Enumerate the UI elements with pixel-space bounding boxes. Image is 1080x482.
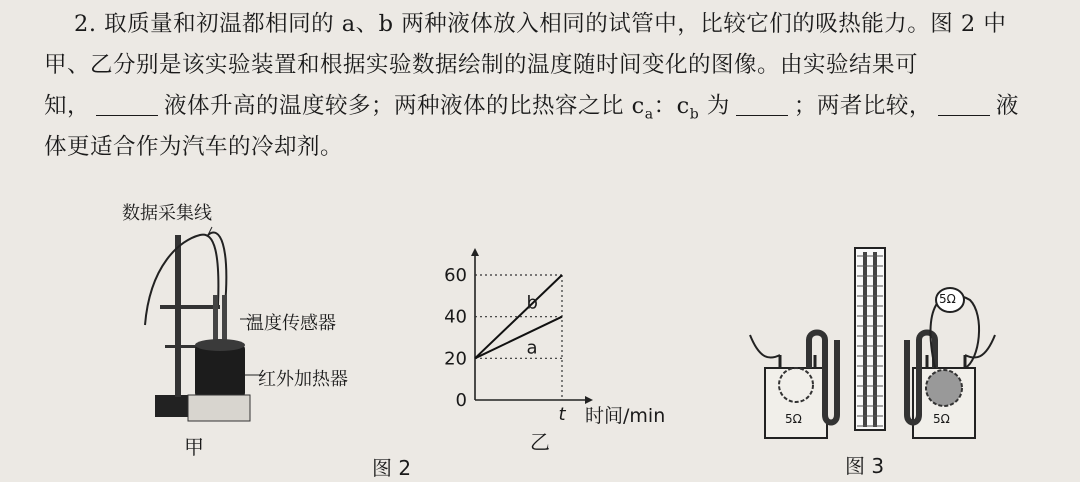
subscript-b: b <box>689 106 700 123</box>
question-line-1-text: 2. 取质量和初温都相同的 a、b 两种液体放入相同的试管中，比较它们的吸热能力。图 2 中 <box>74 11 1007 37</box>
question-line-4 <box>44 127 1064 168</box>
series-line-a <box>475 317 562 359</box>
figure-jia <box>120 195 400 465</box>
question-text <box>44 4 1064 168</box>
x-tick-label-t: t <box>558 404 566 425</box>
scale-board <box>855 248 885 430</box>
stand-rod <box>175 235 181 397</box>
question-line-3-end: 液 <box>995 93 1019 119</box>
label-infrared-heater: 红外加热器 <box>258 369 348 390</box>
heater-base <box>188 395 250 421</box>
question-line-3-start: 知， <box>44 93 91 119</box>
y-tick-label: 0 <box>455 390 467 411</box>
label-temperature-sensor: 温度传感器 <box>246 313 336 334</box>
clamp-arm <box>160 305 220 309</box>
answer-blank-1[interactable] <box>96 91 158 116</box>
y-axis-arrow <box>471 248 479 256</box>
data-wire-1 <box>145 235 218 325</box>
answer-blank-3[interactable] <box>938 91 990 116</box>
question-line-3-wei: 为 <box>699 93 730 119</box>
temperature-chart <box>425 230 705 430</box>
answer-blank-2[interactable] <box>736 91 788 116</box>
question-line-1 <box>44 4 1064 45</box>
series-label-a: a <box>526 337 538 359</box>
label-resistor-top: 5Ω <box>939 292 956 306</box>
figure-3 <box>745 240 1005 478</box>
series-line-b <box>475 275 562 358</box>
label-resistor-left: 5Ω <box>785 412 802 426</box>
figure-yi <box>425 230 705 460</box>
u-tube-drawing <box>745 240 1005 440</box>
left-container <box>765 368 827 438</box>
y-tick-label: 60 <box>444 265 467 286</box>
subscript-a: a <box>644 106 654 123</box>
question-line-3 <box>44 86 1064 127</box>
series-label-b: b <box>526 292 538 314</box>
x-axis-label: 时间/min <box>585 405 666 427</box>
caption-figure-2: 图 2 <box>372 456 412 480</box>
label-resistor-right: 5Ω <box>933 412 950 426</box>
x-axis-arrow <box>585 396 593 404</box>
label-data-wire: 数据采集线 <box>122 203 212 224</box>
question-line-3-compare: ；两者比较， <box>793 93 932 119</box>
caption-jia: 甲 <box>184 435 204 459</box>
heater-body <box>195 345 245 397</box>
y-tick-label: 20 <box>444 348 467 370</box>
caption-yi: 乙 <box>530 430 550 454</box>
question-line-3-mid: 液体升高的温度较多；两种液体的比热容之比 c <box>164 93 645 119</box>
caption-figure-3: 图 3 <box>845 454 885 478</box>
question-line-4-text: 体更适合作为汽车的冷却剂。 <box>44 134 344 160</box>
question-line-2-text: 甲、乙分别是该实验装置和根据实验数据绘制的温度随时间变化的图像。由实验结果可 <box>44 52 919 78</box>
ratio-colon: ：c <box>653 93 690 119</box>
question-line-2 <box>44 45 1064 86</box>
y-tick-label: 40 <box>444 306 467 328</box>
